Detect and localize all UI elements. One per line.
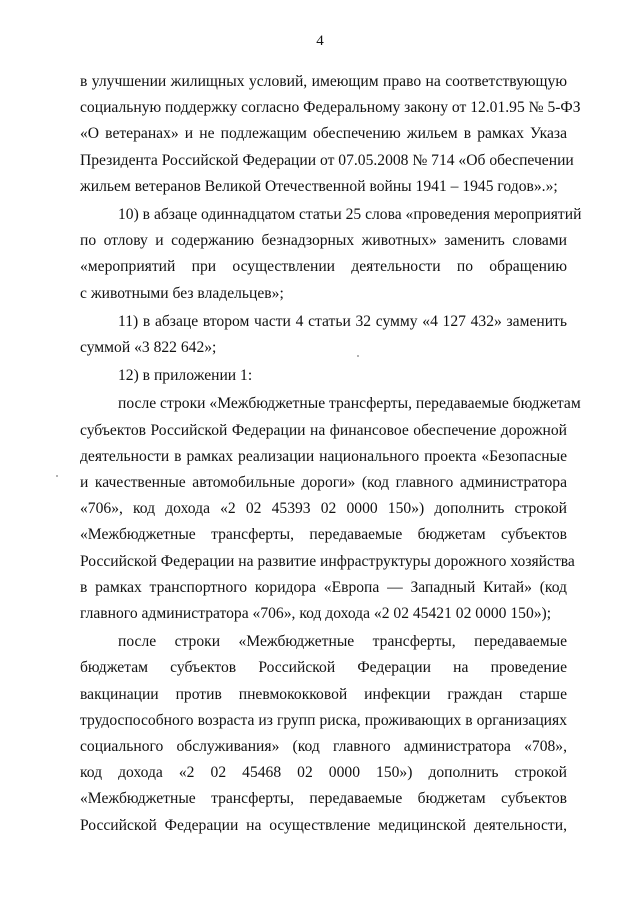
text-line: главного администратора «706», код дохода «2 02 45421 02 0000 150»); — [80, 605, 552, 623]
text-line: жильем ветеранов Великой Отечественной войны 1941 – 1945 годов».»; — [80, 177, 558, 195]
text-line: в рамках транспортного коридора «Европа — Западный Китай» (код — [80, 578, 567, 596]
text-line: «Межбюджетные трансферты, передаваемые бюджетам субъектов — [80, 526, 567, 544]
text-line: после строки «Межбюджетные трансферты, передаваемые — [118, 633, 567, 651]
text-line: социальную поддержку согласно Федеральному закону от 12.01.95 № 5-ФЗ — [80, 99, 581, 117]
text-line: 12) в приложении 1: — [118, 367, 253, 385]
text-line: код дохода «2 02 45468 02 0000 150») дополнить строкой — [80, 764, 567, 782]
text-line: и качественные автомобильные дороги» (код главного администратора — [80, 474, 567, 492]
text-line: трудоспособного возраста из групп риска, проживающих в организациях — [80, 711, 567, 729]
text-line: после строки «Межбюджетные трансферты, передаваемые бюджетам — [118, 395, 581, 413]
text-line: деятельности в рамках реализации национального проекта «Безопасные — [80, 447, 567, 465]
text-line: 11) в абзаце втором части 4 статьи 32 сумму «4 127 432» заменить — [118, 312, 567, 330]
scan-speck — [56, 475, 58, 477]
scan-speck — [357, 355, 359, 357]
text-line: в улучшении жилищных условий, имеющим право на соответствующую — [80, 73, 567, 90]
text-line: Российской Федерации на развитие инфраструктуры дорожного хозяйства — [80, 552, 575, 570]
document-body — [80, 69, 582, 839]
text-line: по отлову и содержанию безнадзорных животных» заменить словами — [80, 232, 567, 250]
text-line: 10) в абзаце одиннадцатом статьи 25 слова «проведения мероприятий — [118, 206, 582, 224]
text-line: с животными без владельцев»; — [80, 284, 284, 302]
text-line: «706», код дохода «2 02 45393 02 0000 150») дополнить строкой — [80, 500, 567, 518]
text-line: Российской Федерации на осуществление медицинской деятельности, — [80, 816, 567, 834]
text-line: «Межбюджетные трансферты, передаваемые бюджетам субъектов — [80, 790, 567, 808]
text-line: бюджетам субъектов Российской Федерации на проведение — [80, 659, 567, 677]
text-line: «О ветеранах» и не подлежащим обеспечению жильем в рамках Указа — [80, 125, 567, 143]
text-line: «мероприятий при осуществлении деятельности по обращению — [80, 258, 567, 276]
text-line: вакцинации против пневмококковой инфекции граждан старше — [80, 685, 567, 703]
text-line: социального обслуживания» (код главного администратора «708», — [80, 738, 567, 756]
page-number: 4 — [316, 33, 324, 49]
text-line: субъектов Российской Федерации на финансовое обеспечение дорожной — [80, 421, 567, 439]
text-line: суммой «3 822 642»; — [80, 339, 217, 357]
text-line: Президента Российской Федерации от 07.05.2008 № 714 «Об обеспечении — [80, 151, 574, 169]
